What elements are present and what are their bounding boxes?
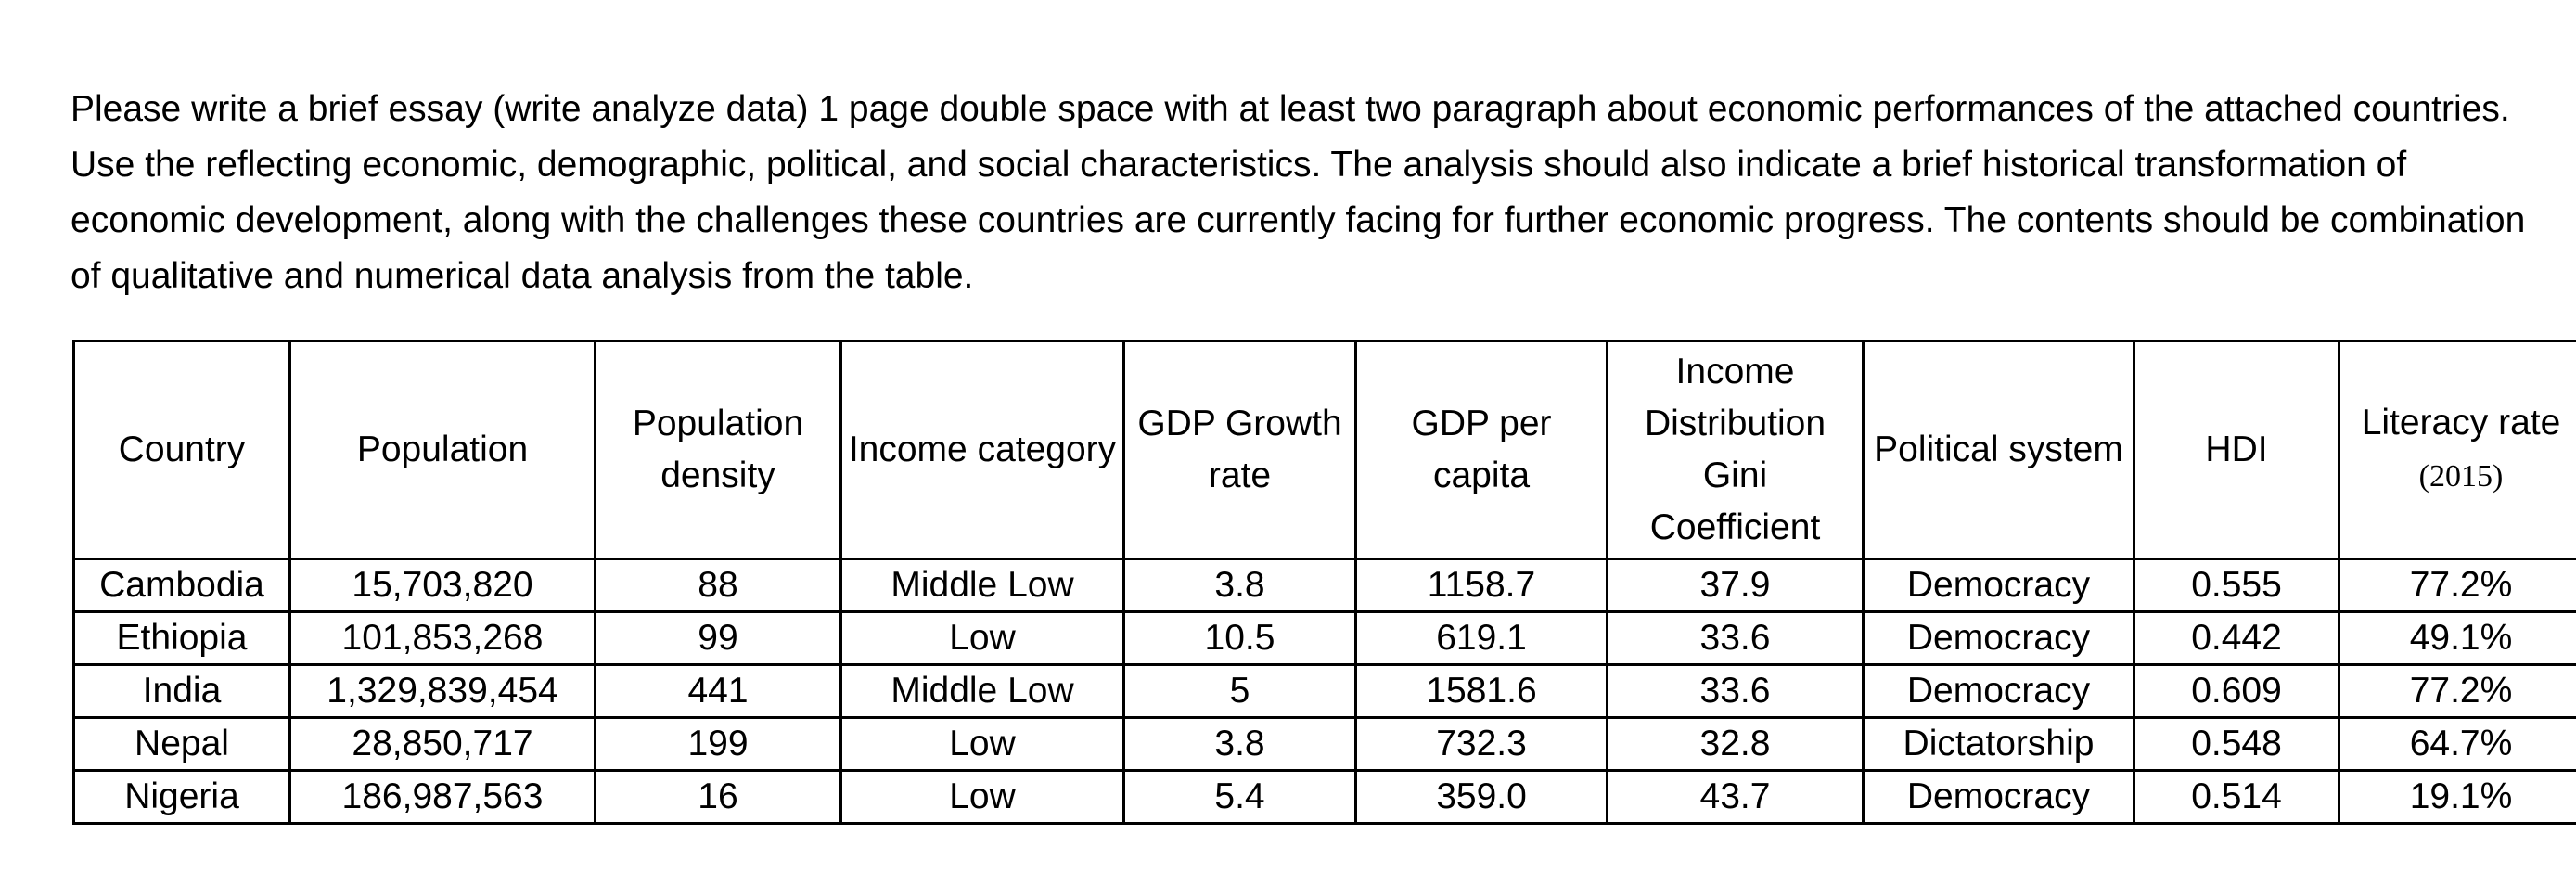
cell-population: 1,329,839,454 (290, 665, 596, 718)
cell-country: Nepal (74, 718, 290, 771)
prompt-text: Please write a brief essay (write analyze data) 1 page double space with at least two paragraph about economic performances of the attached countries. Use the reflecting economic, demographic, political, and social characteristics. The analysis should also indicate a brief historical transformation of economic development, along with the challenges these countries are currently facing for further economic progress. The contents should be combination of qualitative and numerical data analysis from the table. (70, 89, 2526, 296)
cell-gini-coefficient: 37.9 (1608, 559, 1864, 612)
cell-hdi: 0.555 (2134, 559, 2339, 612)
cell-political-system: Democracy (1864, 665, 2134, 718)
cell-literacy-rate: 77.2% (2339, 665, 2576, 718)
header-population: Population (290, 341, 596, 559)
cell-gini-coefficient: 33.6 (1608, 665, 1864, 718)
table-row (74, 612, 2576, 665)
header-income-category: Income category (841, 341, 1124, 559)
cell-hdi: 0.548 (2134, 718, 2339, 771)
cell-hdi: 0.442 (2134, 612, 2339, 665)
cell-income-category: Low (841, 612, 1124, 665)
cell-literacy-rate: 19.1% (2339, 771, 2576, 824)
cell-population-density: 88 (596, 559, 841, 612)
cell-population-density: 199 (596, 718, 841, 771)
cell-population: 101,853,268 (290, 612, 596, 665)
header-hdi: HDI (2134, 341, 2339, 559)
cell-gdp-per-capita: 359.0 (1356, 771, 1608, 824)
header-literacy-rate (2339, 341, 2576, 559)
cell-population-density: 441 (596, 665, 841, 718)
cell-literacy-rate: 49.1% (2339, 612, 2576, 665)
cell-gdp-growth-rate: 3.8 (1124, 559, 1356, 612)
header-row (74, 341, 2576, 559)
cell-income-category: Middle Low (841, 559, 1124, 612)
country-data-table (72, 340, 2576, 825)
cell-country: Ethiopia (74, 612, 290, 665)
cell-hdi: 0.609 (2134, 665, 2339, 718)
cell-literacy-rate: 77.2% (2339, 559, 2576, 612)
cell-political-system: Democracy (1864, 612, 2134, 665)
cell-population-density: 99 (596, 612, 841, 665)
cell-income-category: Middle Low (841, 665, 1124, 718)
table-row (74, 718, 2576, 771)
header-population-density: Population density (596, 341, 841, 559)
cell-income-category: Low (841, 771, 1124, 824)
cell-political-system: Democracy (1864, 771, 2134, 824)
table-row (74, 559, 2576, 612)
cell-gdp-per-capita: 1158.7 (1356, 559, 1608, 612)
table-row (74, 665, 2576, 718)
cell-country: Cambodia (74, 559, 290, 612)
table-body (74, 559, 2576, 824)
cell-political-system: Democracy (1864, 559, 2134, 612)
header-literacy-rate-label: Literacy rate (2361, 403, 2561, 442)
cell-literacy-rate: 64.7% (2339, 718, 2576, 771)
cell-hdi: 0.514 (2134, 771, 2339, 824)
cell-gdp-growth-rate: 5.4 (1124, 771, 1356, 824)
header-political-system: Political system (1864, 341, 2134, 559)
cell-gdp-per-capita: 619.1 (1356, 612, 1608, 665)
cell-gini-coefficient: 43.7 (1608, 771, 1864, 824)
cell-population: 186,987,563 (290, 771, 596, 824)
country-data-table-wrapper (72, 340, 2576, 825)
cell-population: 28,850,717 (290, 718, 596, 771)
header-gdp-growth-rate: GDP Growth rate (1124, 341, 1356, 559)
cell-population: 15,703,820 (290, 559, 596, 612)
cell-gini-coefficient: 32.8 (1608, 718, 1864, 771)
cell-gdp-growth-rate: 10.5 (1124, 612, 1356, 665)
header-country: Country (74, 341, 290, 559)
table-row (74, 771, 2576, 824)
cell-gdp-growth-rate: 3.8 (1124, 718, 1356, 771)
cell-gini-coefficient: 33.6 (1608, 612, 1864, 665)
header-gini-coefficient: Income Distribution Gini Coefficient (1608, 341, 1864, 559)
cell-population-density: 16 (596, 771, 841, 824)
cell-political-system: Dictatorship (1864, 718, 2134, 771)
cell-country: Nigeria (74, 771, 290, 824)
cell-country: India (74, 665, 290, 718)
cell-gdp-growth-rate: 5 (1124, 665, 1356, 718)
header-literacy-rate-year: (2015) (2418, 459, 2504, 494)
cell-income-category: Low (841, 718, 1124, 771)
header-gdp-per-capita: GDP per capita (1356, 341, 1608, 559)
cell-gdp-per-capita: 732.3 (1356, 718, 1608, 771)
cell-gdp-per-capita: 1581.6 (1356, 665, 1608, 718)
